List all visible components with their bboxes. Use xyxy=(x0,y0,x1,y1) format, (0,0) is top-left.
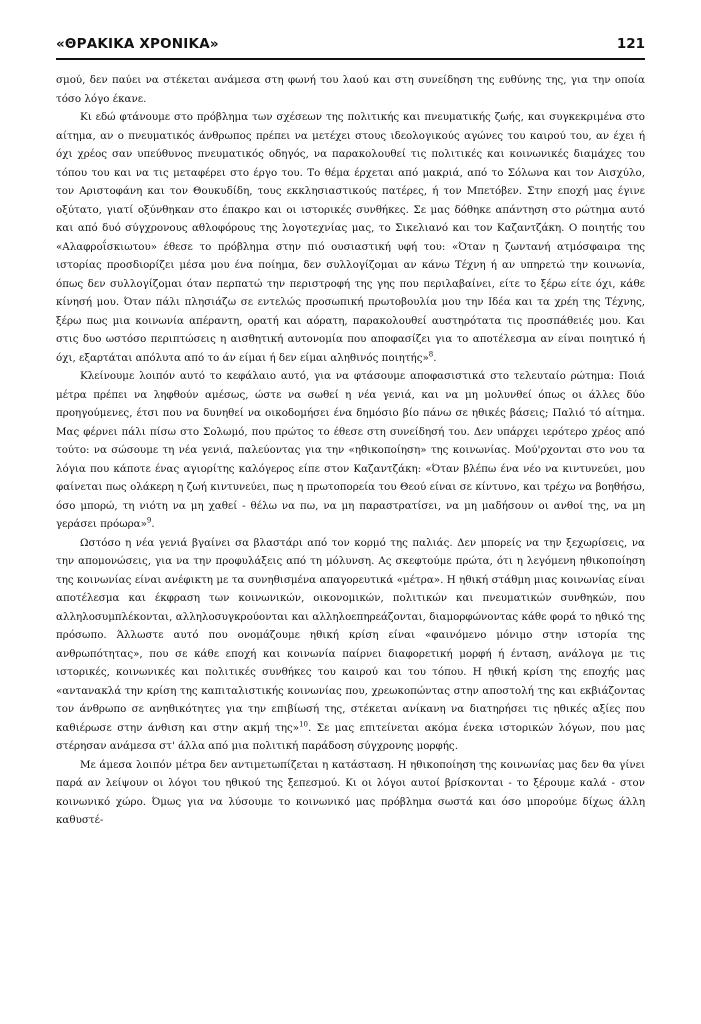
paragraph-text: σμού, δεν παύει να στέκεται ανάμεσα στη φωνή του λαού και στη συνείδηση της ευθύνης της, για την οποία τόσο λόγο έκανε. xyxy=(56,74,645,105)
page-number: 121 xyxy=(616,36,645,52)
article-body xyxy=(56,71,645,830)
journal-title: «ΘΡΑΚΙΚΑ ΧΡΟΝΙΚΑ» xyxy=(56,36,219,52)
footnote-marker: 8 xyxy=(428,350,434,359)
paragraph-text: Κι εδώ φτάνουμε στο πρόβλημα των σχέσεων της πολιτικής και πνευματικής ζωής, και συγκεκριμένα στο αίτημα, αν ο πνευματικός άνθρωπος πρέπει να μετέχει στους ιδεολογικούς αγώνες του καιρού του, αν έχει ή όχι χρέος σαν υπεύθυνος πνευματικός οδηγός, να παρακολουθεί τις πολιτικές και κοινωνικές διαμάχες του τόπου του και να τις μεταφέρει στο έργο του. Το θέμα έρχεται από μακριά, από το Σόλωνα και τον Αισχύλο, τον Αριστοφάνη και τον Θουκυδίδη, τους εκκλησιαστικούς πατέρες, ή τον Μπετόβεν. Στην εποχή μας έγινε οξύτατο, γιατί οξύνθηκαν στο έπακρο και οι ιστορικές συνθήκες. Σε μας δόθηκε απάντηση στο ρώτημα αυτό και από δυό σύγχρονους αθλοφόρους της λογοτεχνίας μας, το Σικελιανό και τον Καζαντζάκη. Ο ποιητής του «Αλαφροΐσκιωτου» έθεσε το πρόβλημα στην πιό ουσιαστική υφή του: «Όταν η ζωντανή ατμόσφαιρα της ιστορίας προσδιορίζει μέσα μου ένα ποίημα, δεν συλλογίζομαι αν κάνω Τέχνη ή αν υπηρετώ την κοινωνία, όπως δεν συλλογίζομαι όταν περπατώ την περιστροφή της γης που περιλαβαίνει, είτε το ξέρω είτε όχι, κάθε κίνησή μου. Όταν πάλι πλησιάζω σε εντελώς προσωπική πρωτοβουλία μου την Ιδέα και τα χρέη της Τέχνης, ξέρω πως μια κοινωνία απέραντη, ορατή και αόρατη, παρακολουθεί αυστηρότατα τις προσπάθειές μου. Και στις δυο ωστόσο περιπτώσεις η αισθητική αυτονομία που αποφασίζει για το αποτέλεσμα αν είναι ποιητικό ή όχι, εξαρτάται απόλυτα από το άν είμαι ή δεν είμαι αληθινός ποιητής» xyxy=(56,111,645,364)
running-header xyxy=(56,36,645,60)
paragraph-politics-and-intellect: Κι εδώ φτάνουμε στο πρόβλημα των σχέσεων της πολιτικής και πνευματικής ζωής, και συγκεκριμένα στο αίτημα, αν ο πνευματικός άνθρωπος πρέπει να μετέχει στους ιδεολογικούς αγώνες του καιρού του, αν έχει ή όχι χρέος σαν υπεύθυνος πνευματικός οδηγός, να παρακολουθεί τις πολιτικές και κοινωνικές διαμάχες του τόπου του και να τις μεταφέρει στο έργο του. Το θέμα έρχεται από μακριά, από το Σόλωνα και τον Αισχύλο, τον Αριστοφάνη και τον Θουκυδίδη, τους εκκλησιαστικούς πατέρες, ή τον Μπετόβεν. Στην εποχή μας έγινε οξύτατο, γιατί οξύνθηκαν στο έπακρο και οι ιστορικές συνθήκες. Σε μας δόθηκε απάντηση στο ρώτημα αυτό και από δυό σύγχρονους αθλοφόρους της λογοτεχνίας μας, το Σικελιανό και τον Καζαντζάκη. Ο ποιητής του «Αλαφροΐσκιωτου» έθεσε το πρόβλημα στην πιό ουσιαστική υφή του: «Όταν η ζωντανή ατμόσφαιρα της ιστορίας προσδιορίζει μέσα μου ένα ποίημα, δεν συλλογίζομαι αν κάνω Τέχνη ή αν υπηρετώ την κοινωνία, όπως δεν συλλογίζομαι όταν περπατώ την περιστροφή της γης που περιλαβαίνει, είτε το ξέρω είτε όχι, κάθε κίνησή μου. Όταν πάλι πλησιάζω σε εντελώς προσωπική πρωτοβουλία μου την Ιδέα και τα χρέη της Τέχνης, ξέρω πως μια κοινωνία απέραντη, ορατή και αόρατη, παρακολουθεί αυστηρότατα τις προσπάθειές μου. Και στις δυο ωστόσο περιπτώσεις η αισθητική αυτονομία που αποφασίζει για το αποτέλεσμα αν είναι ποιητικό ή όχι, εξαρτάται απόλυτα από το άν είμαι ή δεν είμαι αληθινός ποιητής»$^8$. xyxy=(56,111,645,364)
paragraph-continuation xyxy=(56,71,645,108)
footnote-marker: 10 xyxy=(299,720,308,729)
paragraph-text: Ωστόσο η νέα γενιά βγαίνει σα βλαστάρι από τον κορμό της παλιάς. Δεν μπορείς να την ξεχωρίσεις, να την απομονώσεις, για να την προφυλάξεις από τη μόλυνση. Ας σκεφτούμε πρώτα, ότι η λεγόμενη ηθικοποίηση της κοινωνίας είναι ανέφικτη με τα συνηθισμένα απαγορευτικά «μέτρα». Η ηθική στάθμη μιας κοινωνίας είναι αποτέλεσμα και έκφραση των κοινωνικών, οικονομικών, πολιτικών και πνευματικών συνθηκών, που αλληλοσυμπλέκονται, αλληλοσυγκρούονται και αλληλοεπηρεάζονται, διαμορφώνοντας κάθε φορά το ηθικό της πρόσωπο. Άλλωστε αυτό που ονομάζουμε ηθική κρίση είναι «φαινόμενο μόνιμο στην ιστορία της ανθρωπότητας», που σε κάθε εποχή και κοινωνία παίρνει διαφορετική μορφή ή ένταση, ανάλογα με τις ιστορικές, κοινωνικές και πολιτικές συνθήκες του καιρού και του τόπου. Η ηθική κρίση της εποχής μας «αντανακλά την κρίση της καπιταλιστικής κοινωνίας που, χρεωκοπώντας στην αποστολή της και εκβιάζοντας τον άνθρωπο σε ανηθικότητες για την επιβίωσή της, στέκεται ανίκανη να διατηρήσει τις ηθικές αξίες που καθιέρωσε στην άνθιση και στην ακμή της» xyxy=(56,536,645,734)
footnote-marker: 9 xyxy=(146,516,152,525)
paragraph-measures xyxy=(56,756,645,830)
paragraph-new-generation: Κλείνουμε λοιπόν αυτό το κεφάλαιο αυτό, για να φτάσουμε αποφασιστικά στο τελευταίο ρώτημα: Ποιά μέτρα πρέπει να ληφθούν αμέσως, ώστε να σωθεί η νέα γενιά, και να μη μολυνθεί όπως οι άλλες δύο προηγούμενες, έτσι που να δυνηθεί να οικοδομήσει ένα δημόσιο βίο πάνω σε ηθικές βάσεις; Παλιό τό αίτημα. Μας φέρνει πάλι πίσω στο Σολωμό, που πρώτος το έθεσε στη συνείδησή του. Δεν υπάρχει ιερότερο χρέος από τούτο: να σώσουμε τη νέα γενιά, παλεύοντας για την «ηθικοποίηση» της κοινωνίας. Μού'ρχονται στο νου τα λόγια που κάποτε ένας αγιορίτης καλόγερος είπε στον Καζαντζάκη: «Όταν βλέπω ένα νέο να κιντυνεύει, μου φαίνεται πως ολάκερη η ζωή κιντυνεύει, πως η πρωτοπορεία του Θεού είναι σε κίντυνο, και τρέχω να βοηθήσω, όσο μπορώ, τη νιότη να μη χαθεί - θέλω να πω, να μη παραστρατίσει, να μη μαδήσουν οι ανθοί της, να μη γεράσει πρόωρα»$^9$. xyxy=(56,370,645,530)
paragraph-text: Με άμεσα λοιπόν μέτρα δεν αντιμετωπίζεται η κατάσταση. Η ηθικοποίηση της κοινωνίας μας δεν θα γίνει παρά αν λείψουν οι λόγοι του ηθικού της ξεπεσμού. Κι οι λόγοι αυτοί βρίσκονται - το ξέρουμε καλά - στον κοινωνικό χώρο. Όμως για να λύσουμε το κοινωνικό μας πρόβλημα σωστά και όσο μπορούμε δίχως άλλη καθυστέ- xyxy=(56,758,645,826)
paragraph-moral-crisis xyxy=(56,534,645,756)
paragraph-text-tail: . Σε μας επιτείνεται ακόμα ένεκα ιστορικών λόγων, που μας στέρησαν ανάμεσα στ' άλλα από μια πολιτική παράδοση σύγχρονης μορφής. xyxy=(56,721,645,752)
paragraph-text: Κλείνουμε λοιπόν αυτό το κεφάλαιο αυτό, για να φτάσουμε αποφασιστικά στο τελευταίο ρώτημα: Ποιά μέτρα πρέπει να ληφθούν αμέσως, ώστε να σωθεί η νέα γενιά, και να μη μολυνθεί όπως οι άλλες δύο προηγούμενες, έτσι που να δυνηθεί να οικοδομήσει ένα δημόσιο βίο πάνω σε ηθικές βάσεις; Παλιό τό αίτημα. Μας φέρνει πάλι πίσω στο Σολωμό, που πρώτος το έθεσε στη συνείδησή του. Δεν υπάρχει ιερότερο χρέος από τούτο: να σώσουμε τη νέα γενιά, παλεύοντας για την «ηθικοποίηση» της κοινωνίας. Μού'ρχονται στο νου τα λόγια που κάποτε ένας αγιορίτης καλόγερος είπε στον Καζαντζάκη: «Όταν βλέπω ένα νέο να κιντυνεύει, μου φαίνεται πως ολάκερη η ζωή κιντυνεύει, πως η πρωτοπορεία του Θεού είναι σε κίντυνο, και τρέχω να βοηθήσω, όσο μπορώ, τη νιότη να μη χαθεί - θέλω να πω, να μη παραστρατίσει, να μη μαδήσουν οι ανθοί της, να μη γεράσει πρόωρα» xyxy=(56,370,645,530)
